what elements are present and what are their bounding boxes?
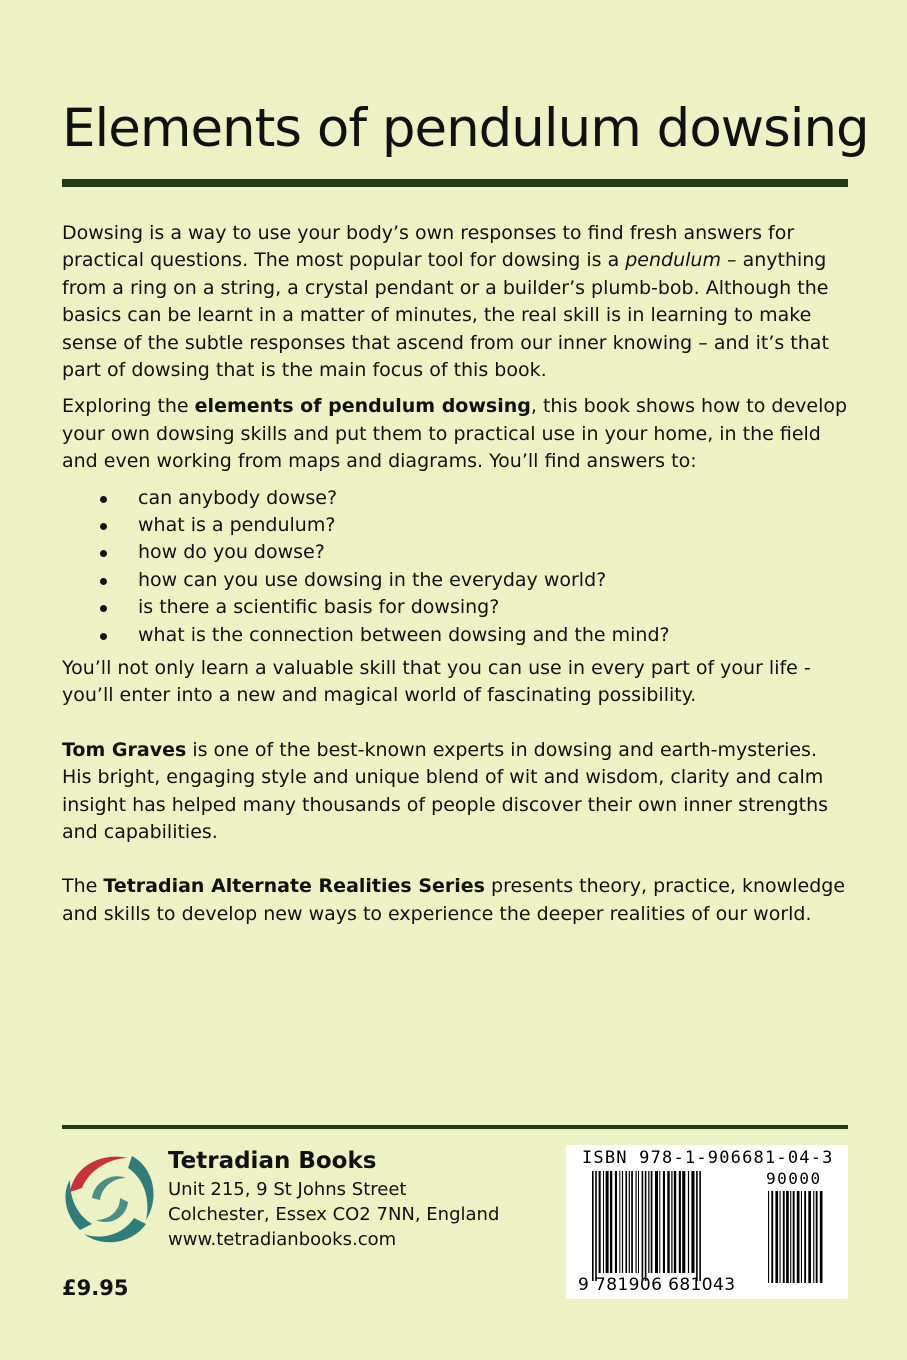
barcode-bar xyxy=(790,1191,791,1283)
barcode-bar xyxy=(671,1171,672,1273)
barcode-bar xyxy=(801,1191,802,1283)
list-item xyxy=(62,622,852,649)
barcode-bar xyxy=(645,1171,647,1281)
barcode-bar xyxy=(603,1171,604,1273)
barcode-bar xyxy=(771,1191,773,1283)
barcode-bar xyxy=(642,1171,644,1281)
barcode-bar xyxy=(780,1191,781,1283)
barcode-bar xyxy=(674,1171,676,1273)
bullet-icon xyxy=(100,550,107,557)
author-bio: is one of the best-known experts in dowsing and earth-mysteries. His bright, engaging style and unique blend of wit and wisdom, clarity and calm insight has helped many thousands of people discover their own inner strengths and capabilities. xyxy=(62,738,829,844)
barcode-bar xyxy=(797,1191,800,1283)
barcode-bar xyxy=(615,1171,617,1273)
paragraph-exploring-bold: elements of pendulum dowsing xyxy=(194,395,531,418)
list-item-text: can anybody dowse? xyxy=(138,486,338,509)
barcode-bar xyxy=(651,1171,653,1273)
bullet-icon xyxy=(100,633,107,640)
publisher-address-line1: Unit 215, 9 St Johns Street xyxy=(168,1179,407,1200)
barcode-bar xyxy=(667,1171,669,1273)
author-name: Tom Graves xyxy=(62,738,187,761)
spacer xyxy=(62,719,852,737)
paragraph-author xyxy=(62,737,852,847)
barcode-bar xyxy=(691,1171,694,1273)
barcode-bar xyxy=(786,1191,789,1283)
barcode-bar xyxy=(622,1171,623,1273)
list-item-text: what is the connection between dowsing and the mind? xyxy=(138,623,670,646)
barcode-bar xyxy=(631,1171,633,1273)
bullet-icon xyxy=(100,496,107,503)
barcode-bar xyxy=(610,1171,612,1273)
publisher-website[interactable]: www.tetradianbooks.com xyxy=(168,1229,397,1250)
publisher-block xyxy=(168,1145,499,1252)
paragraph-intro-part-b: – anything from a ring on a string, a crystal pendant or a builder’s plumb-bob. Although the basics can be learnt in a matter of minutes, the real skill is in learning to make sense of the subtle responses that ascend from our inner knowing – and it’s that part of dowsing that is the main focus of this book. xyxy=(62,249,829,382)
list-item xyxy=(62,594,852,621)
barcode-bar xyxy=(599,1171,601,1273)
barcode-bar xyxy=(682,1171,685,1273)
paragraph-exploring xyxy=(62,393,852,475)
title-divider xyxy=(62,179,848,187)
paragraph-series-part-a: The xyxy=(62,875,104,898)
paragraph-intro-part-a: Dowsing is a way to use your body’s own responses to find fresh answers for practical questions. The most popular tool for dowsing is a xyxy=(62,222,795,272)
list-item-text: how can you use dowsing in the everyday world? xyxy=(138,568,607,591)
barcode-bar xyxy=(816,1191,818,1283)
price: £9.95 xyxy=(62,1276,129,1300)
barcode-bar xyxy=(679,1171,681,1273)
spacer xyxy=(62,855,852,873)
list-item-text: is there a scientific basis for dowsing? xyxy=(138,596,500,619)
barcode-bar xyxy=(768,1191,769,1283)
paragraph-intro xyxy=(62,220,852,384)
list-item xyxy=(62,567,852,594)
swirl-logo-icon xyxy=(62,1148,158,1248)
barcode-bar xyxy=(629,1171,630,1273)
barcode-bar xyxy=(783,1191,785,1283)
paragraph-series-part-b: presents theory, practice, knowledge and skills to develop new ways to experience the deeper realities of our world. xyxy=(62,875,846,925)
list-item xyxy=(62,512,852,539)
barcode-bar xyxy=(636,1171,637,1273)
footer-divider xyxy=(62,1125,848,1129)
barcode-bar xyxy=(659,1171,660,1273)
barcode-bar xyxy=(655,1171,658,1273)
bullet-icon xyxy=(100,605,107,612)
barcode-bar xyxy=(820,1191,823,1283)
barcode-bar xyxy=(595,1171,597,1281)
barcode-bar xyxy=(808,1191,811,1283)
barcode-bar xyxy=(793,1191,795,1283)
barcode-bar xyxy=(619,1171,620,1273)
barcode-bar xyxy=(638,1171,639,1273)
barcode-addon: 90000 xyxy=(766,1169,822,1188)
barcode-bar xyxy=(688,1171,689,1273)
barcode-bar xyxy=(696,1171,698,1281)
publisher-address-line2: Colchester, Essex CO2 7NN, England xyxy=(168,1204,500,1225)
barcode-digits: 9 781906 681043 xyxy=(578,1275,736,1295)
barcode-bar xyxy=(663,1171,665,1273)
barcode-bar xyxy=(606,1171,609,1273)
barcode-bar xyxy=(775,1191,778,1283)
barcode-bar xyxy=(625,1171,627,1273)
series-name: Tetradian Alternate Realities Series xyxy=(103,875,485,898)
barcode-bar xyxy=(592,1171,594,1281)
paragraph-exploring-part-a: Exploring the xyxy=(62,395,195,418)
paragraph-series xyxy=(62,873,852,928)
isbn-label: ISBN 978-1-906681-04-3 xyxy=(582,1148,834,1168)
publisher-name: Tetradian Books xyxy=(168,1148,377,1174)
barcode xyxy=(566,1145,848,1299)
paragraph-exploring-part-b: , this book shows how to develop your own dowsing skills and put them to practical use in your home, in the field and even working from maps and diagrams. You’ll find answers to: xyxy=(62,395,848,473)
blurb xyxy=(62,220,852,937)
paragraph-skill: You’ll not only learn a valuable skill that you can use in every part of your life - you’ll enter into a new and magical world of fascinating possibility. xyxy=(62,657,811,707)
list-item-text: what is a pendulum? xyxy=(138,514,336,537)
book-title: Elements of pendulum dowsing xyxy=(62,98,869,159)
bullet-icon xyxy=(100,523,107,530)
list-item xyxy=(62,485,852,512)
barcode-bar xyxy=(699,1171,701,1281)
barcode-bar xyxy=(813,1191,814,1283)
paragraph-intro-emphasis: pendulum xyxy=(625,249,721,272)
list-item-text: how do you dowse? xyxy=(138,541,325,564)
list-item xyxy=(62,539,852,566)
barcode-bar xyxy=(648,1171,649,1273)
bullet-icon xyxy=(100,578,107,585)
barcode-bar xyxy=(804,1191,806,1283)
questions-list xyxy=(62,485,852,649)
